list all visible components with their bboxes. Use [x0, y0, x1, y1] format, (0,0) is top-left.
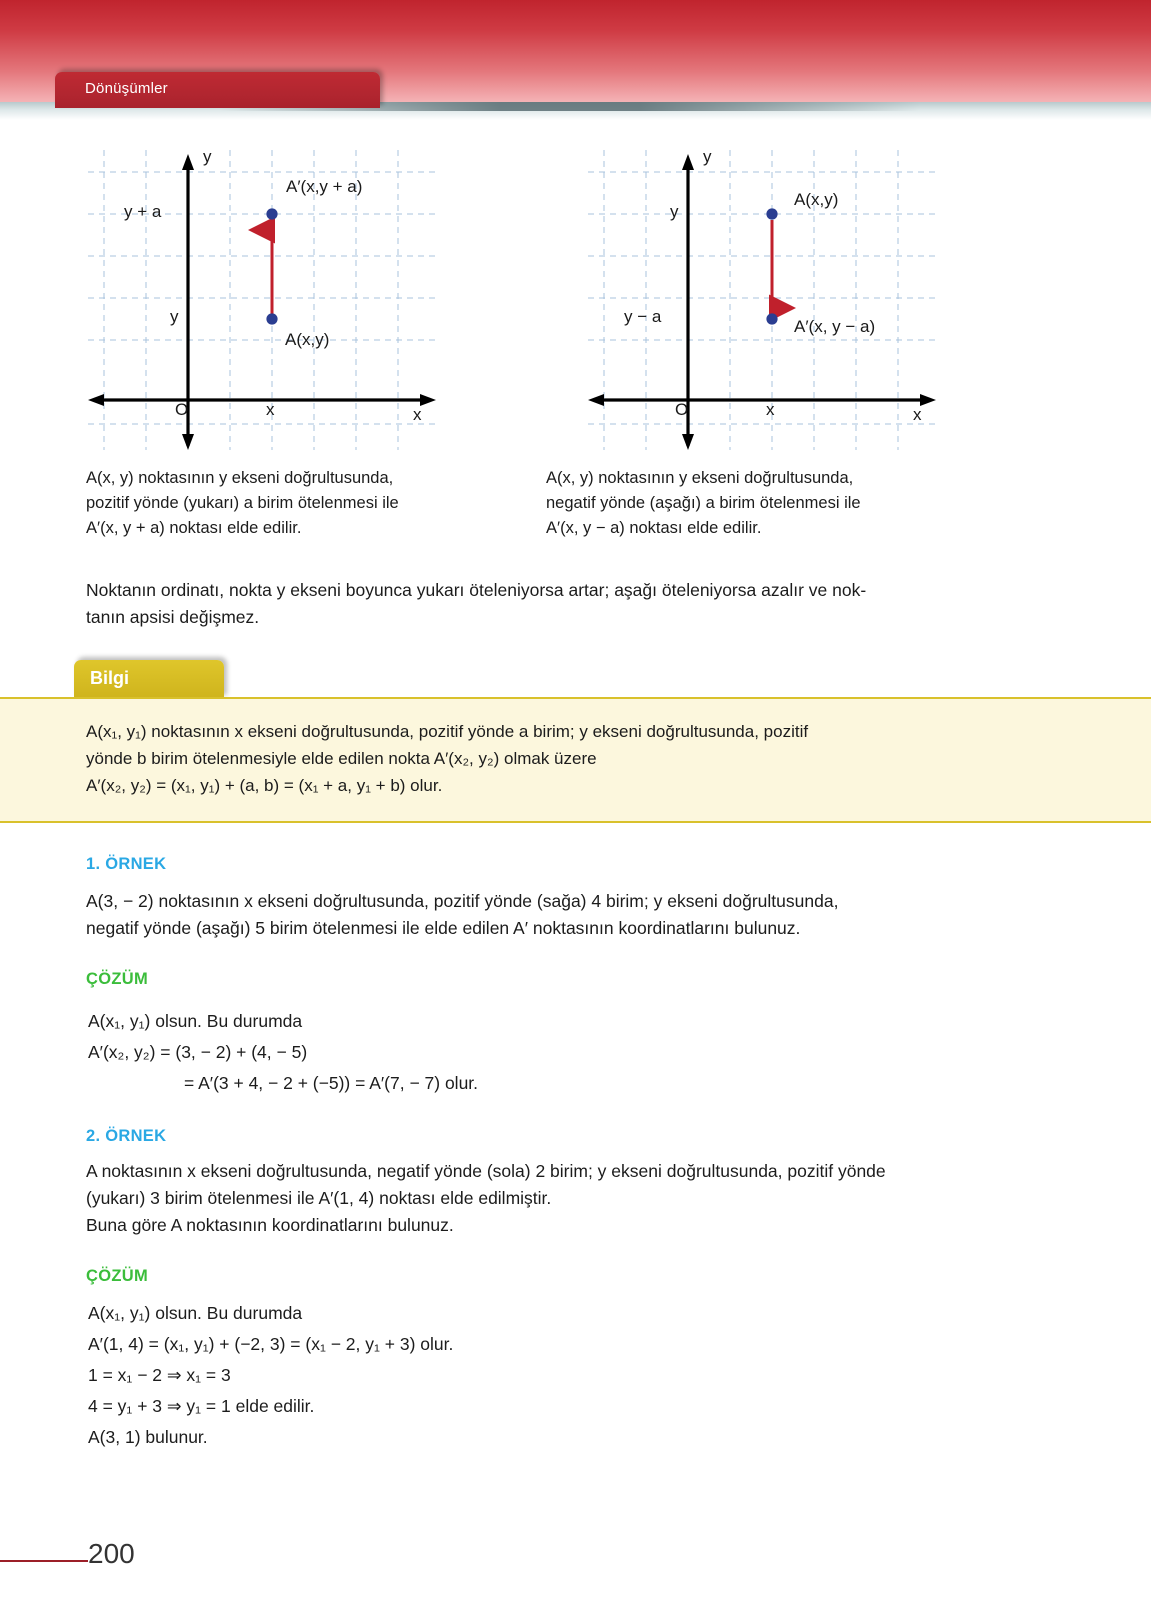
chapter-tab: [55, 72, 380, 108]
example-1-statement-line-2: negatif yönde (aşağı) 5 birim ötelenmesi ile elde edilen A′ noktasının koordinatlarını bulunuz.: [86, 918, 801, 938]
figure-left-point-a-prime-label: A′(x,y + a): [286, 177, 363, 196]
example-2-solution-line-1: A(x₁, y₁) olsun. Bu durumda: [88, 1303, 303, 1323]
figure-left-x-tick-label: x: [266, 400, 275, 419]
figure-left-y-tick-label-lower: y: [170, 307, 179, 326]
chapter-tab-label: Dönüşümler: [85, 80, 168, 97]
example-2-solution-line-3: 1 = x₁ − 2 ⇒ x₁ = 3: [88, 1365, 231, 1385]
bilgi-text: [86, 718, 986, 799]
caption-right: [546, 466, 1016, 541]
example-1-solution-heading: ÇÖZÜM: [86, 970, 148, 988]
figure-right-x-axis-label: x: [913, 405, 922, 424]
figure-right-point-a-prime-label: A′(x, y − a): [794, 317, 876, 336]
figure-right-origin-label: O: [675, 400, 689, 419]
bilgi-line-1: A(x₁, y₁) noktasının x ekseni doğrultusunda, pozitif yönde a birim; y ekseni doğrultusunda, pozitif: [86, 722, 809, 741]
caption-left-line-3: A′(x, y + a) noktası elde edilir.: [86, 519, 302, 537]
figure-translation-up-svg: [88, 150, 438, 450]
figure-right-x-tick-label: x: [766, 400, 775, 419]
note-paragraph: [86, 577, 1056, 631]
bilgi-tab: [74, 660, 224, 698]
figure-left-x-axis-label: x: [413, 405, 422, 424]
figure-right-point-a-label: A(x,y): [794, 190, 839, 209]
caption-right-line-3: A′(x, y − a) noktası elde edilir.: [546, 519, 762, 537]
example-2-heading: 2. ÖRNEK: [86, 1127, 167, 1145]
example-1-solution: [88, 1006, 788, 1099]
figure-translation-down-svg: [588, 150, 938, 450]
example-2-statement-line-1: A noktasının x ekseni doğrultusunda, negatif yönde (sola) 2 birim; y ekseni doğrultusunda, pozitif yönde: [86, 1161, 886, 1181]
example-2-solution-line-4: 4 = y₁ + 3 ⇒ y₁ = 1 elde edilir.: [88, 1396, 315, 1416]
bilgi-line-2: yönde b birim ötelenmesiyle elde edilen nokta A′(x₂, y₂) olmak üzere: [86, 749, 597, 768]
caption-right-line-2: negatif yönde (aşağı) a birim ötelenmesi ile: [546, 494, 861, 512]
caption-left: [86, 466, 546, 541]
bilgi-line-3: A′(x₂, y₂) = (x₁, y₁) + (a, b) = (x₁ + a, y₁ + b) olur.: [86, 776, 443, 795]
example-2-statement-line-3: Buna göre A noktasının koordinatlarını bulunuz.: [86, 1215, 454, 1235]
page-number: 200: [88, 1538, 135, 1569]
example-1-statement-line-1: A(3, − 2) noktasının x ekseni doğrultusunda, pozitif yönde (sağa) 4 birim; y ekseni doğrultusunda,: [86, 891, 839, 911]
figure-translation-up: [88, 147, 438, 450]
figure-right-y-axis-label: y: [703, 147, 712, 166]
page-number-rule: [0, 1560, 88, 1562]
example-1-heading: 1. ÖRNEK: [86, 855, 167, 873]
example-1-statement: [86, 888, 1056, 942]
example-2-solution-line-5: A(3, 1) bulunur.: [88, 1427, 208, 1447]
figure-left-y-axis-label: y: [203, 147, 212, 166]
figure-right-y-tick-label-lower: y − a: [624, 307, 662, 326]
example-1-solution-line-3: = A′(3 + 4, − 2 + (−5)) = A′(7, − 7) olur.: [184, 1073, 479, 1093]
example-2-solution: [88, 1298, 788, 1453]
figure-right-y-tick-label-upper: y: [670, 202, 679, 221]
bilgi-tab-label: Bilgi: [90, 668, 129, 688]
figure-left-point-a-label: A(x,y): [285, 330, 330, 349]
caption-left-line-1: A(x, y) noktasının y ekseni doğrultusunda,: [86, 469, 394, 487]
example-2-solution-line-2: A′(1, 4) = (x₁, y₁) + (−2, 3) = (x₁ − 2, y₁ + 3) olur.: [88, 1334, 454, 1354]
example-1-solution-line-1: A(x₁, y₁) olsun. Bu durumda: [88, 1011, 303, 1031]
note-paragraph-line-1: Noktanın ordinatı, nokta y ekseni boyunca yukarı öteleniyorsa artar; aşağı öteleniyorsa azalır ve nok-: [86, 580, 867, 600]
figure-translation-down: [588, 147, 938, 450]
note-paragraph-line-2: tanın apsisi değişmez.: [86, 607, 260, 627]
figure-left-y-tick-label-upper: y + a: [124, 202, 162, 221]
example-2-statement-line-2: (yukarı) 3 birim ötelenmesi ile A′(1, 4) noktası elde edilmiştir.: [86, 1188, 552, 1208]
figure-left-origin-label: O: [175, 400, 189, 419]
caption-right-line-1: A(x, y) noktasının y ekseni doğrultusunda,: [546, 469, 854, 487]
example-2-solution-heading: ÇÖZÜM: [86, 1267, 148, 1285]
caption-left-line-2: pozitif yönde (yukarı) a birim ötelenmesi ile: [86, 494, 399, 512]
example-1-solution-line-2: A′(x₂, y₂) = (3, − 2) + (4, − 5): [88, 1042, 308, 1062]
example-2-statement: [86, 1158, 1066, 1239]
